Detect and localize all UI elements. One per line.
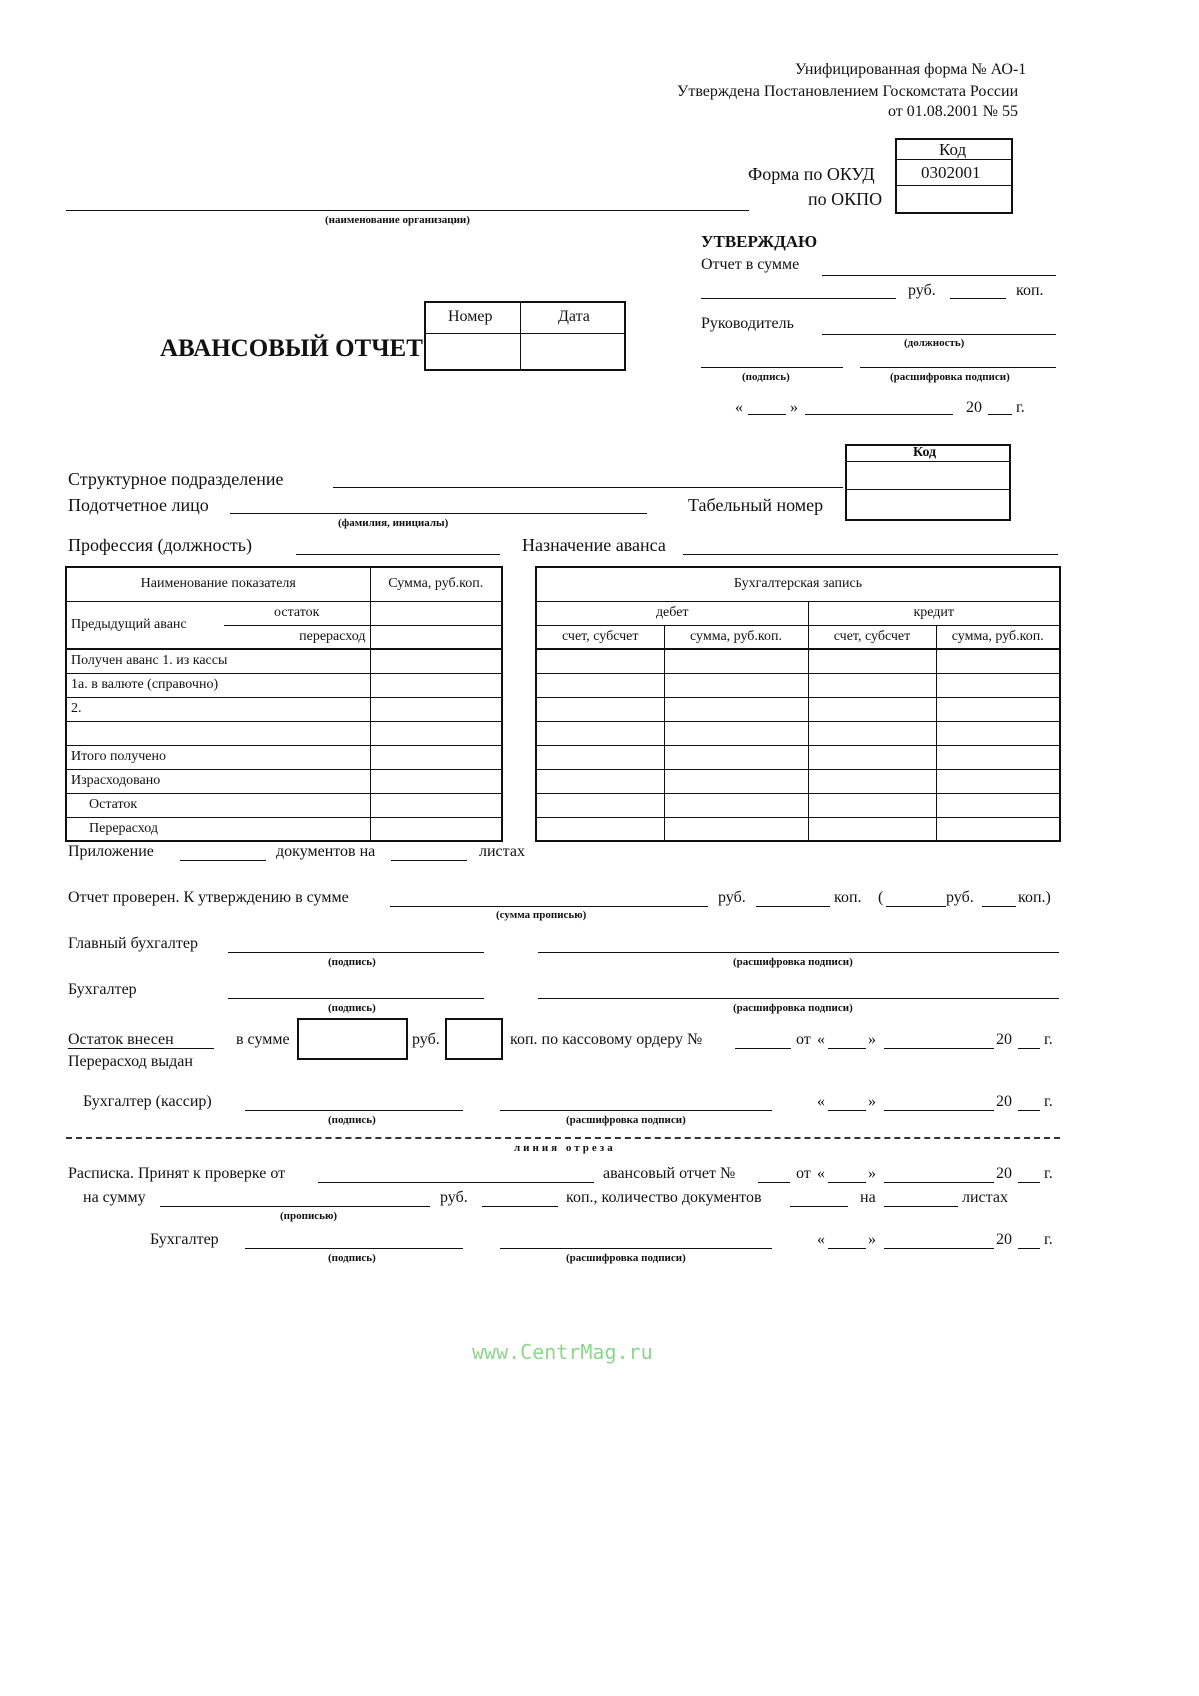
accountable-label: Подотчетное лицо [68,495,209,515]
subdivision-label: Структурное подразделение [68,469,284,489]
receipt-report-no-label: авансовый отчет № [603,1165,736,1182]
accountant-decoding-field[interactable] [538,998,1059,999]
row-label[interactable] [66,721,370,745]
entry-cell[interactable] [536,673,664,697]
entry-cell[interactable] [936,793,1060,817]
sum-cell[interactable] [370,793,502,817]
sum-cell[interactable] [370,697,502,721]
checked-label: Отчет проверен. К утверждению в сумме [68,889,349,906]
receipt-from-field[interactable] [318,1182,594,1183]
quote-close: » [868,1093,876,1110]
chief-accountant-label: Главный бухгалтер [68,935,198,952]
okpo-label: по ОКПО [808,189,883,209]
position-caption: (должность) [904,337,965,349]
year-suffix: г. [1044,1165,1053,1182]
table-row [66,697,502,721]
debit-account-header: счет, субсчет [536,625,664,649]
cashier-dec-caption: (расшифровка подписи) [566,1114,686,1126]
organization-field[interactable] [66,210,749,211]
entry-cell[interactable] [536,769,664,793]
pererashod-label: перерасход [224,625,370,649]
receipt-acc-month-field[interactable] [884,1248,994,1249]
accountant-sig-caption: (подпись) [328,1002,376,1014]
attachment-sheets-field[interactable] [391,860,467,861]
cashier-year-field[interactable] [1018,1110,1040,1111]
approval-date: от 01.08.2001 № 55 [888,103,1019,120]
attachment-sheets-label: листах [479,843,525,860]
accounting-entry-header: Бухгалтерская запись [536,567,1060,601]
overspend-label: Перерасход выдан [68,1053,193,1070]
receipt-na-label: на [860,1189,876,1206]
checked-rub2-field[interactable] [886,906,946,907]
chief-dec-caption: (расшифровка подписи) [733,956,853,968]
entry-cell[interactable] [664,817,808,841]
receipt-report-no-field[interactable] [758,1182,790,1183]
in-sum-label: в сумме [236,1031,290,1048]
report-sum-field[interactable] [822,275,1056,276]
prev-advance-label: Предыдущий аванс [66,601,224,649]
accountable-field[interactable] [230,513,647,514]
receipt-kop-count-label: коп., количество документов [566,1189,762,1206]
checked-kop-field[interactable] [756,906,830,907]
cash-order-number-field[interactable] [735,1048,791,1049]
row-label: Перерасход [66,817,370,841]
approve-heading: УТВЕРЖДАЮ [701,232,818,251]
entry-cell[interactable] [664,673,808,697]
year-prefix: 20 [966,399,982,416]
row-label: Остаток [66,793,370,817]
entry-cell[interactable] [936,721,1060,745]
sum-cell[interactable] [370,673,502,697]
table-row [536,769,1060,793]
remainder-day-field[interactable] [828,1048,866,1049]
quote-close: » [790,399,798,416]
ostatok-sum-cell[interactable] [370,601,502,625]
remainder-year-field[interactable] [1018,1048,1040,1049]
tab-number-label: Табельный номер [688,495,824,515]
purpose-label: Назначение аванса [522,535,666,555]
rub-label: руб. [908,282,936,299]
entry-cell[interactable] [664,721,808,745]
entry-cell[interactable] [536,697,664,721]
table-row [536,649,1060,673]
profession-label: Профессия (должность) [68,535,252,555]
chief-decoding-field[interactable] [538,952,1059,953]
head-decoding-field[interactable] [860,367,1056,368]
receipt-ot-label: от [796,1165,811,1182]
paren-open: ( [878,889,884,906]
cashier-label: Бухгалтер (кассир) [83,1093,212,1110]
table-row [66,793,502,817]
row-label: 2. [66,697,370,721]
chief-signature-field[interactable] [228,952,484,953]
entry-cell[interactable] [808,793,936,817]
receipt-acc-year-field[interactable] [1018,1248,1040,1249]
year-suffix: г. [1044,1031,1053,1048]
table-row [536,817,1060,841]
year-prefix: 20 [996,1165,1012,1182]
entry-cell[interactable] [808,769,936,793]
entry-cell[interactable] [808,745,936,769]
attachment-label: Приложение [68,843,154,860]
entry-cell[interactable] [936,649,1060,673]
entry-cell[interactable] [664,649,808,673]
table-row [66,721,502,745]
organization-caption: (наименование организации) [325,214,470,226]
attachment-docs-field[interactable] [180,860,266,861]
okud-label: Форма по ОКУД [748,164,875,184]
decoding-caption: (расшифровка подписи) [890,371,1010,383]
credit-amount-header: сумма, руб.коп. [936,625,1060,649]
quote-close: » [868,1031,876,1048]
checked-rub2-label: руб. [946,889,974,906]
year-suffix: г. [1016,399,1025,416]
receipt-rub-label: руб. [440,1189,468,1206]
table-row [66,601,502,625]
number-date-box [424,301,626,371]
cashier-month-field[interactable] [884,1110,994,1111]
cut-line-caption: линия отреза [514,1142,616,1154]
table-row [536,745,1060,769]
watermark-link[interactable]: www.CentrMag.ru [472,1340,653,1364]
receipt-accountant-label: Бухгалтер [150,1231,219,1248]
table-row [66,649,502,673]
sum-cell[interactable] [370,721,502,745]
cashier-day-field[interactable] [828,1110,866,1111]
row-label: Израсходовано [66,769,370,793]
receipt-sum-field[interactable] [160,1206,430,1207]
entry-cell[interactable] [664,793,808,817]
table-row [536,793,1060,817]
checked-kop2-label: коп.) [1018,889,1051,906]
entry-cell[interactable] [936,769,1060,793]
table-header-row [66,567,502,601]
receipt-kop-field[interactable] [482,1206,558,1207]
remainder-ot-label: от [796,1031,811,1048]
credit-header: кредит [808,601,1060,625]
approve-month-field[interactable] [805,414,953,415]
receipt-month-field[interactable] [884,1182,994,1183]
receipt-sum-label: на сумму [83,1189,146,1206]
sum-cell[interactable] [370,817,502,841]
table-row [536,697,1060,721]
receipt-doc-count-field[interactable] [790,1206,848,1207]
table-row [536,721,1060,745]
tab-number-box [845,444,1011,521]
kop-label: коп. [1016,282,1044,299]
year-prefix: 20 [996,1231,1012,1248]
remainder-deposited-label: Остаток внесен [68,1032,214,1049]
checked-sum-field[interactable] [390,906,708,907]
pererashod-sum-cell[interactable] [370,625,502,649]
cashier-sig-caption: (подпись) [328,1114,376,1126]
chief-sig-caption: (подпись) [328,956,376,968]
receipt-year-field[interactable] [1018,1182,1040,1183]
year-suffix: г. [1044,1093,1053,1110]
sum-cell[interactable] [370,769,502,793]
receipt-decoding-field[interactable] [500,1248,772,1249]
credit-account-header: счет, субсчет [808,625,936,649]
entry-cell[interactable] [664,697,808,721]
year-prefix: 20 [996,1031,1012,1048]
checked-kop-label: коп. [834,889,862,906]
purpose-field[interactable] [683,554,1058,555]
entry-cell[interactable] [664,769,808,793]
kod-header: Код [939,140,967,159]
entry-cell[interactable] [936,745,1060,769]
quote-close: » [868,1231,876,1248]
table-row [66,769,502,793]
row-label: Получен аванс 1. из кассы [66,649,370,673]
receipt-acc-day-field[interactable] [828,1248,866,1249]
receipt-words-caption: (прописью) [280,1210,338,1222]
date-header: Дата [558,308,590,325]
advance-summary-table [65,566,503,842]
sum-cell[interactable] [370,649,502,673]
table-row [66,817,502,841]
entry-cell[interactable] [808,697,936,721]
entry-cell[interactable] [536,649,664,673]
entry-cell[interactable] [936,817,1060,841]
report-sum-field-2[interactable] [701,298,896,299]
approval-line: Утверждена Постановлением Госкомстата России [677,83,1019,100]
entry-cell[interactable] [536,745,664,769]
table-row [536,673,1060,697]
entry-cell[interactable] [808,649,936,673]
debit-header: дебет [536,601,808,625]
approve-day-field[interactable] [748,414,786,415]
row-label: Итого получено [66,745,370,769]
head-position-field[interactable] [822,334,1056,335]
accountant-signature-field[interactable] [228,998,484,999]
debit-amount-header: сумма, руб.коп. [664,625,808,649]
checked-kop2-field[interactable] [982,906,1016,907]
cashier-signature-field[interactable] [245,1110,463,1111]
receipt-sig-caption: (подпись) [328,1252,376,1264]
table-row [66,673,502,697]
col-sum-header: Сумма, руб.коп. [370,567,502,601]
accountant-dec-caption: (расшифровка подписи) [733,1002,853,1014]
row-label: 1а. в валюте (справочно) [66,673,370,697]
okud-code-box [895,138,1013,214]
table-row [66,745,502,769]
receipt-sheets-label: листах [962,1189,1008,1206]
quote-open: « [735,399,743,416]
remainder-kop-box[interactable] [445,1018,503,1060]
remainder-month-field[interactable] [884,1048,994,1049]
quote-open: « [817,1165,825,1182]
profession-field[interactable] [296,554,500,555]
accounting-entry-table [535,566,1061,842]
receipt-label: Расписка. Принят к проверке от [68,1165,286,1182]
entry-cell[interactable] [936,697,1060,721]
entry-cell[interactable] [664,745,808,769]
quote-open: « [817,1231,825,1248]
kop-field[interactable] [950,298,1006,299]
entry-cell[interactable] [536,793,664,817]
entry-cell[interactable] [936,673,1060,697]
col-name-header: Наименование показателя [66,567,370,601]
number-header: Номер [448,308,493,325]
report-sum-label: Отчет в сумме [701,256,800,273]
entry-cell[interactable] [536,721,664,745]
quote-open: « [817,1093,825,1110]
signature-caption: (подпись) [742,371,790,383]
remainder-rub-box[interactable] [297,1018,408,1060]
accountant-label: Бухгалтер [68,981,137,998]
entry-cell[interactable] [808,721,936,745]
attachment-docs-label: документов на [276,843,376,860]
checked-rub-label: руб. [718,889,746,906]
form-name: Унифицированная форма № АО-1 [795,61,1027,78]
ostatok-label: остаток [224,601,370,625]
year-prefix: 20 [996,1093,1012,1110]
receipt-signature-field[interactable] [245,1248,463,1249]
year-suffix: г. [1044,1231,1053,1248]
remainder-rub-label: руб. [412,1031,440,1048]
words-caption: (сумма прописью) [496,909,587,921]
quote-open: « [817,1031,825,1048]
receipt-sheets-field[interactable] [884,1206,958,1207]
approve-year-field[interactable] [988,414,1012,415]
cash-order-label: коп. по кассовому ордеру № [510,1031,703,1048]
sum-cell[interactable] [370,745,502,769]
entry-cell[interactable] [808,817,936,841]
cut-line [66,1137,1060,1139]
head-signature-field[interactable] [701,367,843,368]
quote-close: » [868,1165,876,1182]
receipt-day-field[interactable] [828,1182,866,1183]
okud-value[interactable]: 0302001 [921,163,981,182]
head-label: Руководитель [701,315,794,332]
document-title: АВАНСОВЫЙ ОТЧЕТ [160,335,423,362]
subdivision-field[interactable] [333,487,843,488]
entry-cell[interactable] [536,817,664,841]
entry-cell[interactable] [808,673,936,697]
name-caption: (фамилия, инициалы) [338,517,449,529]
person-kod-header: Код [913,445,937,460]
cashier-decoding-field[interactable] [500,1110,772,1111]
receipt-dec-caption: (расшифровка подписи) [566,1252,686,1264]
